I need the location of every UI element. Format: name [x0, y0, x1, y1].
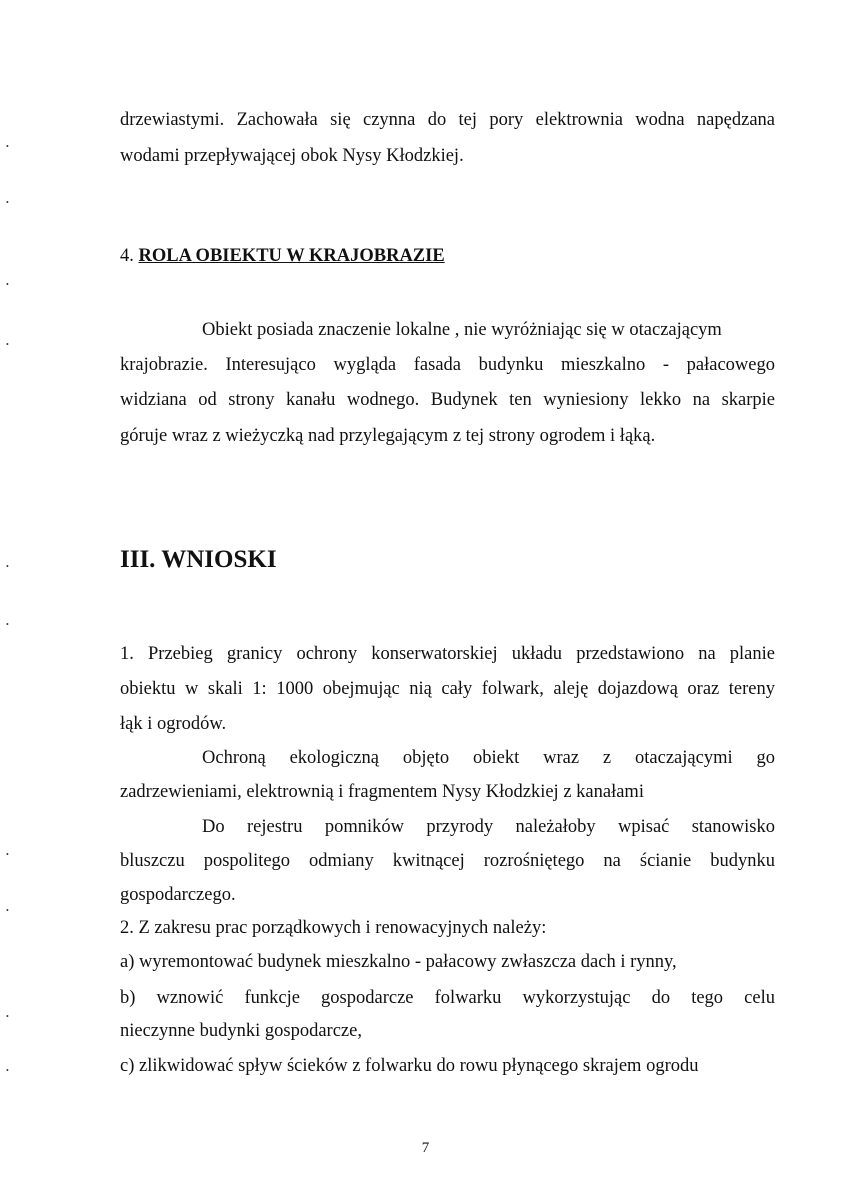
heading-number: 4. [120, 246, 134, 266]
body-line: b) wznowić funkcje gospodarcze folwarku wykorzystując do tego celu [120, 988, 775, 1008]
body-line: Do rejestru pomników przyrody należałoby wpisać stanowisko [202, 817, 775, 837]
body-line: bluszczu pospolitego odmiany kwitnącej rozrośniętego na ścianie budynku [120, 851, 775, 871]
body-line: łąk i ogrodów. [120, 714, 227, 734]
scan-speck: • [6, 1066, 9, 1075]
page-number: 7 [421, 1140, 430, 1156]
body-line: a) wyremontować budynek mieszkalno - pałacowy zwłaszcza dach i rynny, [120, 952, 677, 972]
scan-speck: • [6, 280, 9, 289]
body-line: 2. Z zakresu prac porządkowych i renowacyjnych należy: [120, 918, 547, 938]
body-line: widziana od strony kanału wodnego. Budynek ten wyniesiony lekko na skarpie [120, 390, 775, 410]
scan-speck: • [6, 562, 9, 571]
body-line: c) zlikwidować spływ ścieków z folwarku do rowu płynącego skrajem ogrodu [120, 1056, 699, 1076]
scan-speck: • [6, 142, 9, 151]
scan-speck: • [6, 620, 9, 629]
body-line: wodami przepływającej obok Nysy Kłodzkiej. [120, 146, 464, 166]
heading-title: ROLA OBIEKTU W KRAJOBRAZIE [138, 246, 445, 266]
scan-speck: • [6, 906, 9, 915]
body-line: 1. Przebieg granicy ochrony konserwatorskiej układu przedstawiono na planie [120, 644, 775, 664]
body-line: obiektu w skali 1: 1000 obejmując nią cały folwark, aleję dojazdową oraz tereny [120, 679, 775, 699]
scan-speck: • [6, 340, 9, 349]
body-line: Ochroną ekologiczną objęto obiekt wraz z otaczającymi go [202, 748, 775, 768]
body-line: zadrzewieniami, elektrownią i fragmentem Nysy Kłodzkiej z kanałami [120, 782, 644, 802]
body-line: góruje wraz z wieżyczką nad przylegającym z tej strony ogrodem i łąką. [120, 426, 656, 446]
scan-speck: • [6, 198, 9, 207]
scan-speck: • [6, 850, 9, 859]
section-heading-III: III. WNIOSKI [120, 546, 277, 573]
body-line: krajobrazie. Interesująco wygląda fasada budynku mieszkalno - pałacowego [120, 355, 775, 375]
body-line: gospodarczego. [120, 885, 236, 905]
scan-speck: • [6, 1012, 9, 1021]
section-heading-4 [120, 244, 775, 268]
body-line: drzewiastymi. Zachowała się czynna do tej pory elektrownia wodna napędzana [120, 110, 775, 130]
body-line: nieczynne budynki gospodarcze, [120, 1021, 362, 1041]
body-line: Obiekt posiada znaczenie lokalne , nie wyróżniając się w otaczającym [202, 320, 722, 340]
